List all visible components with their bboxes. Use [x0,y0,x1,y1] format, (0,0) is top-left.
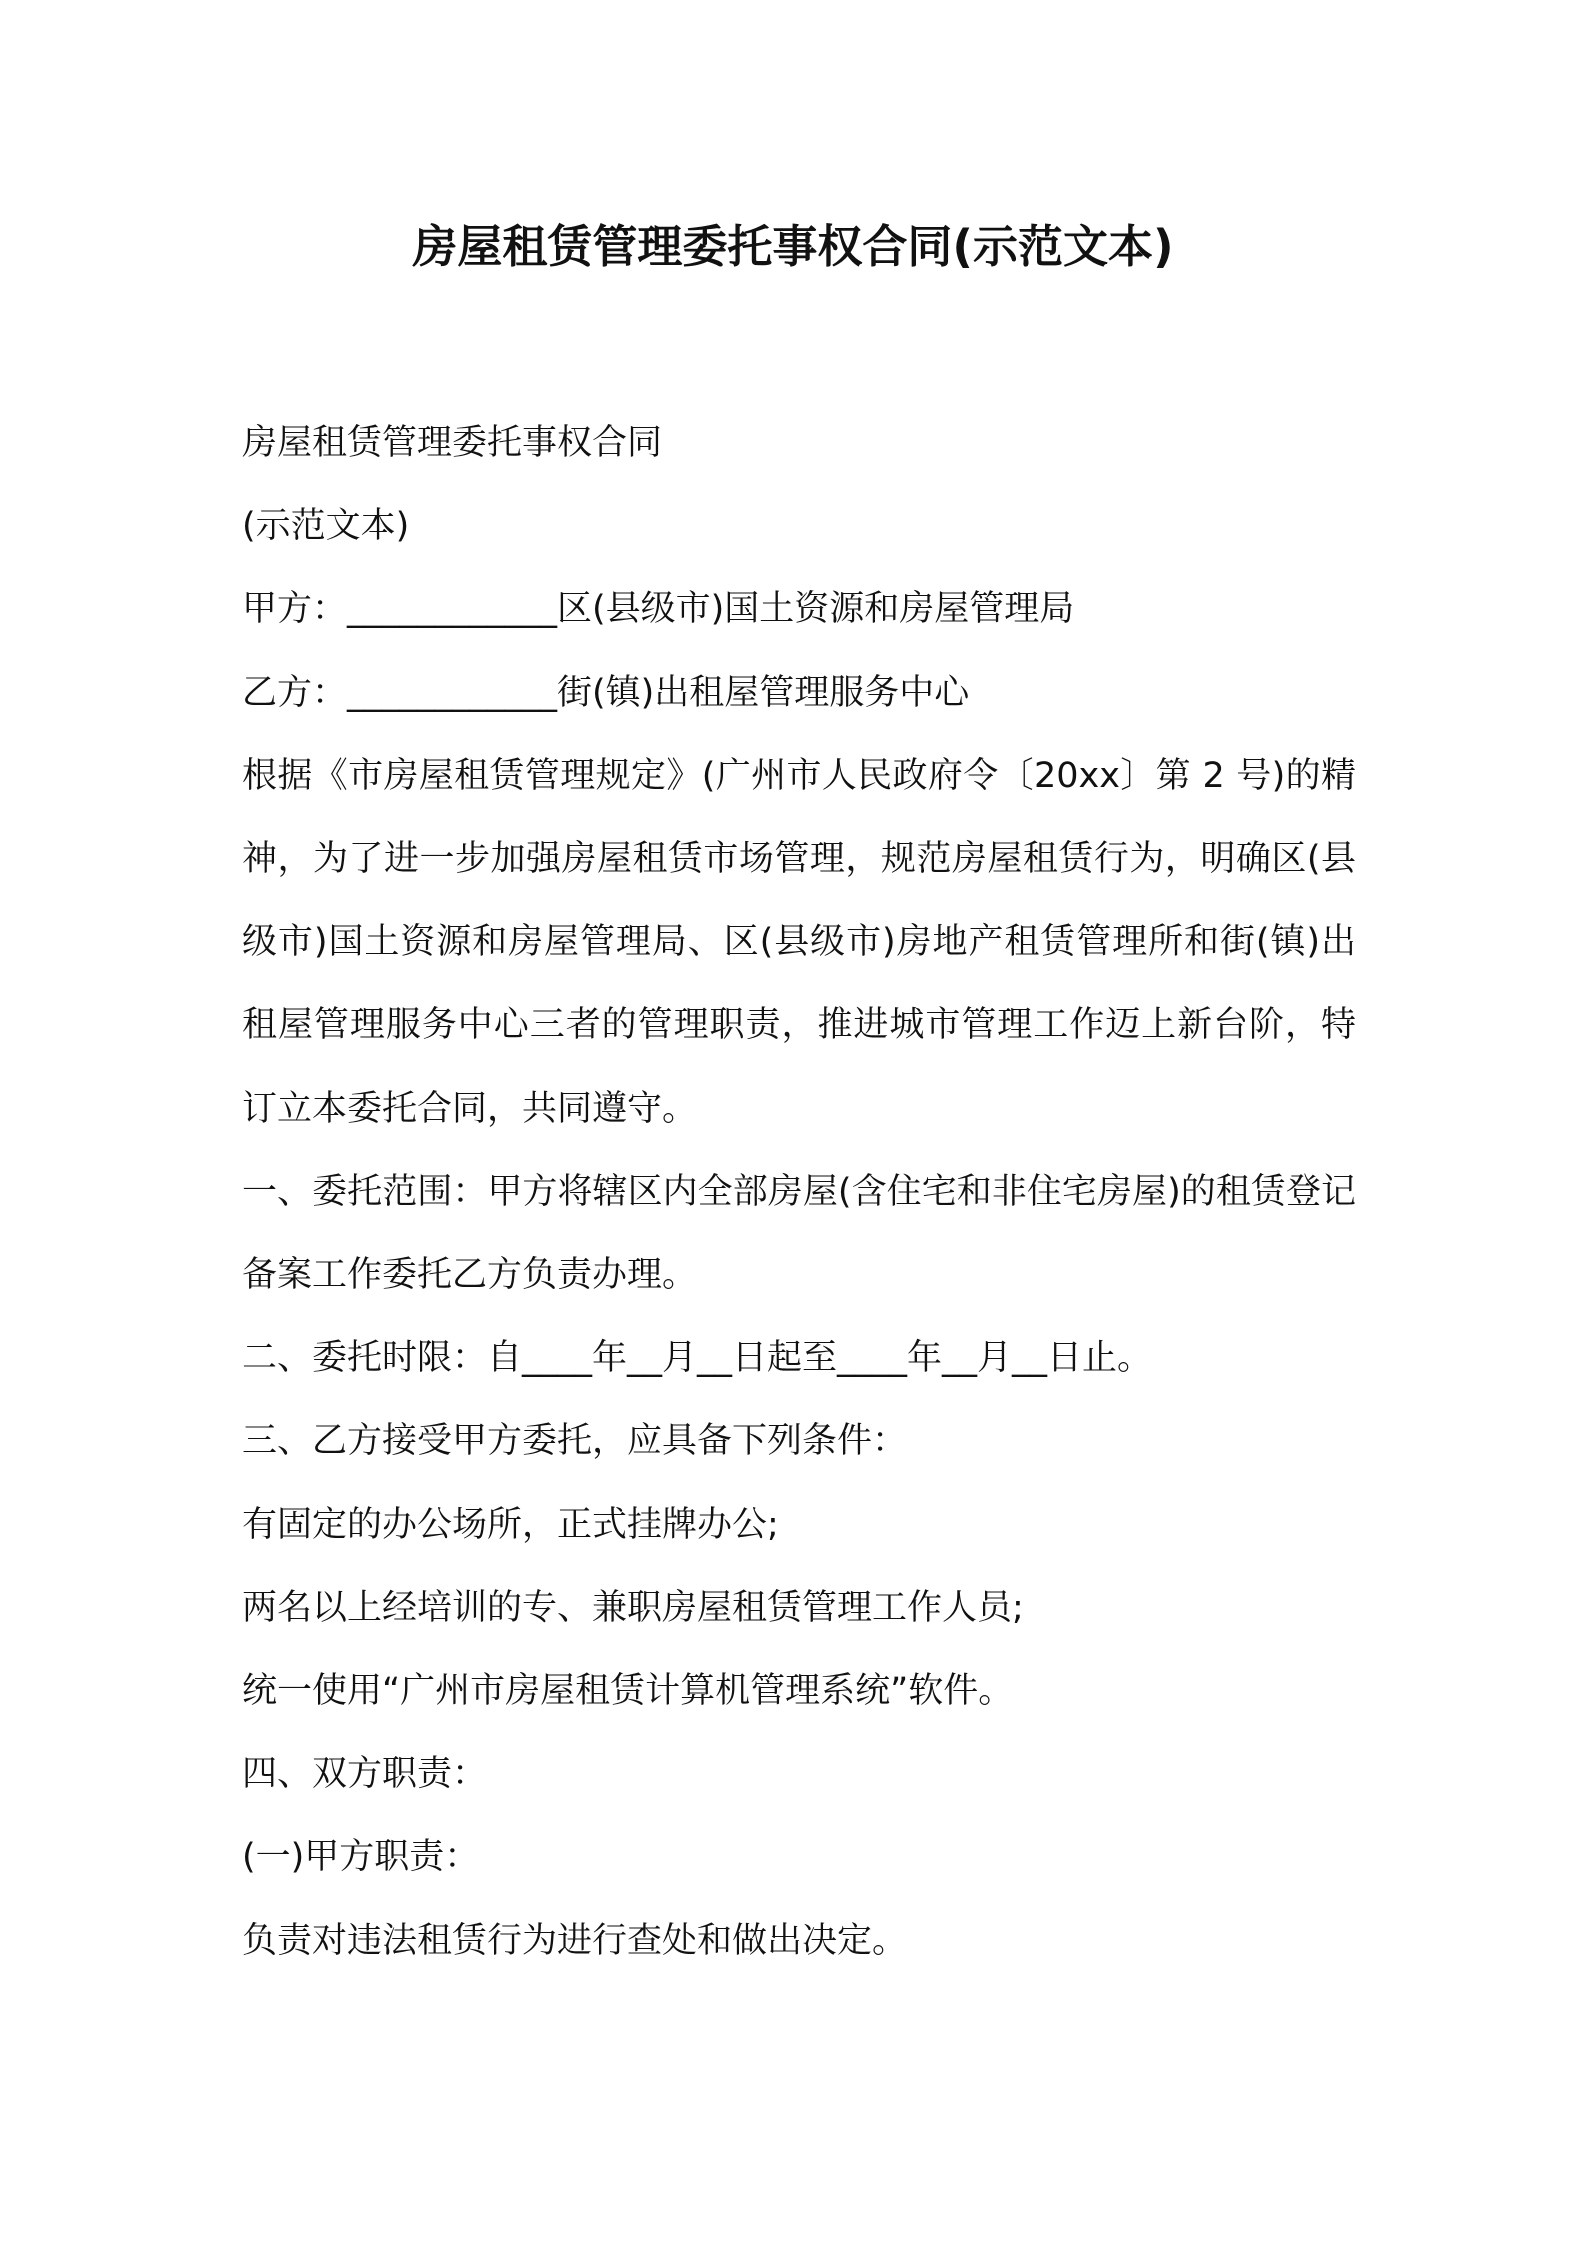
preamble-paragraph: 根据《市房屋租赁管理规定》(广州市人民政府令〔20xx〕第 2 号)的精神，为了进一步加强房屋租赁市场管理，规范房屋租赁行为，明确区(县级市)国土资源和房屋管理局、区(县级市)房地产租赁管理所和街(镇)出租屋管理服务中心三者的管理职责，推进城市管理工作迈上新台阶，特订立本委托合同，共同遵守。 [242,755,1356,1129]
condition-staff: 两名以上经培训的专、兼职房屋租赁管理工作人员; [242,1587,1024,1628]
party-a-line: 甲方：____________区(县级市)国土资源和房屋管理局 [242,589,1075,630]
condition-office: 有固定的办公场所，正式挂牌办公; [242,1504,779,1545]
party-a-duty-enforcement: 负责对违法租赁行为进行查处和做出决定。 [242,1920,908,1961]
party-b-line: 乙方：____________街(镇)出租屋管理服务中心 [242,672,970,713]
clause-2-term: 二、委托时限：自____年__月__日起至____年__月__日止。 [242,1338,1153,1379]
sample-text-label: (示范文本) [242,506,410,547]
party-a-duties-heading: (一)甲方职责： [242,1837,480,1878]
contract-name-line: 房屋租赁管理委托事权合同 [242,423,663,463]
clause-1-scope: 一、委托范围：甲方将辖区内全部房屋(含住宅和非住宅房屋)的租赁登记备案工作委托乙方负责办理。 [242,1171,1356,1296]
document-body [242,402,1356,1983]
document-title: 房屋租赁管理委托事权合同(示范文本) [412,220,1174,273]
clause-3-conditions: 三、乙方接受甲方委托，应具备下列条件： [242,1421,908,1462]
condition-software: 统一使用“广州市房屋租赁计算机管理系统”软件。 [242,1671,1014,1712]
clause-4-duties: 四、双方职责： [242,1754,488,1795]
